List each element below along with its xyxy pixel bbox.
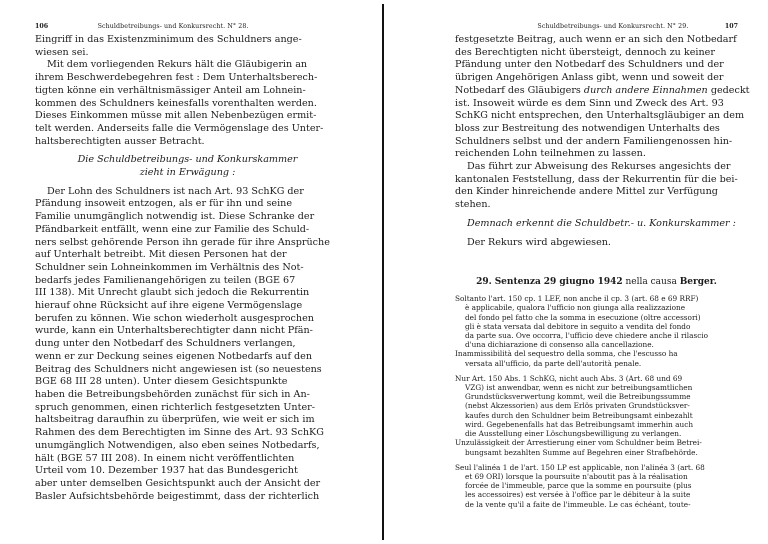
summary-line: bungsamt bezahlten Summe auf Begehren einer Strafbehörde. [465, 447, 698, 457]
page-gutter-divider [382, 4, 384, 540]
text-line: Der Lohn des Schuldners ist nach Art. 93 SchKG der [47, 185, 304, 197]
right-running-head: Schuldbetreibungs- und Konkursrecht. N° 29. [537, 23, 689, 30]
text-line: unumgänglich Notwendigen, also eben seines Notbedarfs, [35, 439, 320, 451]
summary-line: kaufes durch den Schuldner beim Betreibungsamt einbezahlt [465, 410, 693, 420]
text-line: kommen des Schuldners keinesfalls vorenthalten werden. [35, 97, 317, 109]
left-paragraph-3 [35, 186, 340, 504]
text-line: festgesetzte Beitrag, auch wenn er an sich den Notbedarf [455, 34, 737, 45]
summary-line: Inammissibilità del sequestro della somma, che l'escusso ha [455, 349, 678, 359]
text-line: Eingriff in das Existenzminimum des Schuldners ange- [35, 34, 302, 45]
summary-line: Seul l'alinéa 1 de l'art. 150 LP est applicable, non l'alinéa 3 (art. 68 [455, 462, 705, 472]
text-line: wiesen sei. [35, 46, 89, 58]
text-line: Urteil vom 10. Dezember 1937 hat das Bundesgericht [35, 465, 298, 477]
summary-line: del fondo pel fatto che la somma in esecuzione (oltre accessori) [465, 312, 701, 322]
text-line: Pfändung unter den Notbedarf des Schuldners und der [455, 59, 724, 71]
text-line: übrigen Angehörigen Anlass gibt, wenn und soweit der [455, 72, 724, 84]
summary-line: les accessoires) est versée à l'office par le débiteur à la suite [465, 490, 691, 500]
decision-formula: Demnach erkennt die Schuldbetr.- u. Konkurskammer : [467, 217, 736, 229]
ruling-text: Der Rekurs wird abgewiesen. [467, 236, 611, 248]
text-line: Mit dem vorliegenden Rekurs hält die Gläubigerin an [47, 59, 308, 71]
text-line: stehen. [455, 199, 491, 211]
summary-line: forcée de l'immeuble, parce que la somme en poursuite (plus [465, 481, 692, 491]
text-line: telt werden. Anderseits falle die Vermögenslage des Unter- [35, 122, 324, 134]
text-line: Beitrag des Schuldners nicht angewiesen ist (so neuestens [35, 363, 322, 375]
text-line: haltsbeitrag daraufhin zu überprüfen, wie weit er sich im [35, 414, 315, 426]
text-line: bedarfs jedes Familienangehörigen zu teilen (BGE 67 [35, 274, 296, 286]
text-line: wenn er zur Deckung seines eigenen Notbedarfs auf den [35, 350, 313, 362]
text-span: Notbedarf des Gläubigers [455, 84, 581, 96]
text-line: ist. Insoweit würde es dem Sinn und Zweck des Art. 93 [455, 97, 724, 109]
text-line: III 138). Mit Unrecht glaubt sich jedoch die Rekurrentin [35, 287, 310, 299]
summary-line: Unzulässigkeit der Arrestierung einer vom Schuldner beim Betrei- [455, 438, 702, 448]
text-line: haltsberechtigten ausser Betracht. [35, 135, 205, 147]
case-title [455, 276, 738, 288]
summary-line: Nur Art. 150 Abs. 1 SchKG, nicht auch Abs. 3 (Art. 68 und 69 [455, 373, 683, 383]
text-line: wurde, kann ein Unterhaltsberechtigter dann nicht Pfän- [35, 325, 313, 337]
text-line: BGE 68 III 28 unten). Unter diesem Gesichtspunkte [35, 376, 288, 388]
text-line: auf Unterhalt betreibt. Mit diesen Personen hat der [35, 249, 287, 261]
left-paragraph-2 [35, 59, 340, 148]
right-page-number: 107 [724, 23, 738, 30]
text-line [455, 84, 750, 98]
text-line: reichenden Lohn teilnehmen zu lassen. [455, 148, 646, 160]
court-heading [35, 154, 340, 179]
summary-line: versata all'ufficio, da parte dell'autorità penale. [465, 358, 642, 368]
text-line: zieht in Erwägung : [139, 167, 236, 179]
case-number: 29. [476, 277, 492, 288]
left-page-number: 106 [35, 23, 49, 30]
emphasis-text: durch andere Einnahmen [583, 84, 708, 96]
right-page [455, 22, 750, 509]
text-line: Schuldners selbst und der andern Familiengenossen hin- [455, 135, 733, 147]
text-line: dung unter den Notbedarf des Schuldners verlangen, [35, 338, 296, 350]
text-line: hierauf ohne Rücksicht auf ihre eigene Vermögenslage [35, 300, 303, 312]
text-line: ners selbst gehörende Person ihn gerade für ihre Ansprüche [35, 236, 330, 248]
case-sentenza: Sentenza [494, 277, 541, 288]
text-line: aber unter demselben Gesichtspunkt auch der Ansicht der [35, 477, 321, 489]
text-line: bloss zur Bestreitung des notwendigen Unterhalts des [455, 122, 720, 134]
text-line: spruch genommen, einen richterlich festgesetzten Unter- [35, 401, 315, 413]
text-line: tigten könne ein verhältnismässiger Anteil am Lohnein- [35, 84, 306, 96]
regesto-italian [455, 294, 738, 368]
right-paragraph-2 [455, 161, 738, 212]
left-running-head: Schuldbetreibungs- und Konkursrecht. N° 28. [97, 23, 249, 30]
summary-line: et 69 ORI) lorsque la poursuite n'aboutit pas à la réalisation [465, 471, 688, 481]
summary-line: VZG) ist anwendbar, wenn es nicht zur betreibungsamtlichen [465, 383, 693, 393]
text-line: Pfändung insoweit entzogen, als er für ihn und seine [35, 198, 293, 210]
left-paragraph-1 [35, 34, 340, 59]
text-line: Pfändbarkeit entfällt, wenn eine zur Familie des Schuld- [35, 223, 310, 235]
left-page-header [35, 22, 340, 34]
case-middle: nella causa [625, 277, 677, 288]
text-span: gedeckt [710, 84, 750, 96]
text-line: SchKG nicht entsprechen, den Unterhaltsgläubiger an dem [455, 110, 745, 122]
regesto-french [455, 463, 738, 509]
summary-line: wird. Gegebenenfalls hat das Betreibungsamt immerhin auch [465, 419, 694, 429]
summary-line: d'una dichiarazione di consenso alla cancellazione. [465, 340, 654, 350]
summary-line: è applicabile, qualora l'ufficio non giunga alla realizzazione [465, 303, 686, 313]
text-line: den Kinder hinreichende andere Mittel zur Verfügung [455, 186, 718, 198]
summary-line: gli è stata versata dal debitore in seguito a vendita del fondo [465, 321, 691, 331]
summary-line: Grundstücksverwertung kommt, weil die Betreibungssumme [465, 392, 691, 402]
text-line: des Berechtigten nicht übersteigt, dennoch zu keiner [455, 46, 715, 58]
summary-line: Soltanto l'art. 150 cp. 1 LEF, non anche il cp. 3 (art. 68 e 69 RRF) [455, 294, 699, 304]
left-page [35, 22, 340, 503]
right-paragraph-1 [455, 34, 750, 161]
summary-line: de la vente qu'il a faite de l'immeuble. Le cas échéant, toute- [465, 499, 691, 509]
text-line: Basler Aufsichtsbehörde beigestimmt, dass der richterlich [35, 490, 320, 502]
text-line: berufen zu können. Wie schon wiederholt ausgesprochen [35, 312, 314, 324]
text-line: haben die Betreibungsbehörden zunächst für sich in An- [35, 388, 310, 400]
case-party: Berger. [679, 277, 717, 288]
text-line: Familie unumgänglich notwendig ist. Diese Schranke der [35, 211, 315, 223]
right-page-header [455, 22, 738, 34]
text-line: Schuldner sein Lohneinkommen im Verhältnis des Not- [35, 261, 304, 273]
text-line: Rahmen des dem Berechtigten im Sinne des Art. 93 SchKG [35, 427, 324, 439]
summary-line: da parte sua. Ove occorra, l'ufficio deve chiedere anche il rilascio [465, 331, 709, 341]
text-line: kantonalen Feststellung, dass der Rekurrentin für die bei- [455, 173, 738, 185]
regesto-german [455, 374, 738, 457]
text-line: Die Schuldbetreibungs- und Konkurskammer [77, 154, 298, 166]
text-line: hält (BGE 57 III 208). In einem nicht veröffentlichten [35, 452, 295, 464]
text-line: Das führt zur Abweisung des Rekurses angesichts der [467, 161, 731, 173]
case-date: 29 giugno 1942 [543, 277, 623, 288]
text-line: ihrem Beschwerdebegehren fest : Dem Unterhaltsberech- [35, 72, 318, 84]
summary-line: die Ausstellung einer Löschungsbewilligung zu verlangen. [465, 429, 682, 439]
summary-line: (nebst Akzessorien) aus dem Erlös privaten Grundstücksver- [465, 401, 690, 411]
text-line: Dieses Einkommen müsse mit allen Nebenbezügen ermit- [35, 110, 317, 122]
